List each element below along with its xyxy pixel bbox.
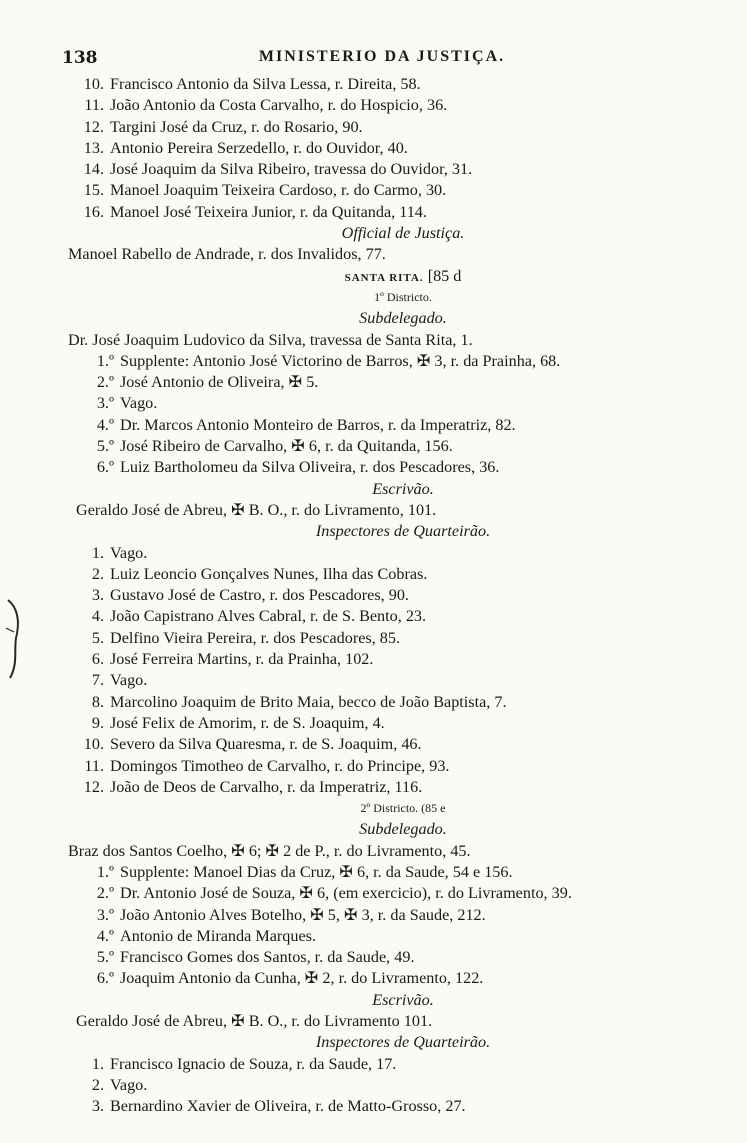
list-item — [68, 649, 738, 670]
item-text: José Felix de Amorim, r. de S. Joaquim, 4. — [110, 713, 385, 732]
item-text: Targini José da Cruz, r. do Rosario, 90. — [110, 117, 363, 136]
item-text: José Joaquim da Silva Ribeiro, travessa do Ouvidor, 31. — [110, 160, 473, 179]
item-number: 4. — [91, 607, 104, 626]
item-number: 3. — [91, 1097, 104, 1116]
section-heading: Escrivão. — [372, 479, 434, 498]
item-number: 11. — [84, 96, 104, 115]
supplentes-list — [68, 862, 738, 990]
list-item — [68, 777, 738, 798]
item-text: Supplente: Manoel Dias da Cruz, ✠ 6, r. da Saude, 54 e 156. — [120, 862, 513, 881]
item-number: 9. — [91, 713, 104, 732]
list-item — [68, 415, 738, 436]
list-item — [68, 180, 738, 201]
list-item — [68, 436, 738, 457]
parish-heading — [68, 266, 738, 287]
item-number: 14. — [83, 160, 104, 179]
list-item — [68, 968, 738, 989]
item-number: 12. — [83, 777, 104, 796]
list-item — [68, 543, 738, 564]
item-text: João Capistrano Alves Cabral, r. de S. Bento, 23. — [110, 607, 427, 626]
item-text: Francisco Gomes dos Santos, r. da Saude, 49. — [120, 948, 415, 967]
item-text: João de Deos de Carvalho, r. da Imperatriz, 116. — [110, 777, 423, 796]
page-number: 138 — [62, 48, 98, 68]
item-text: Delfino Vieira Pereira, r. dos Pescadores, 85. — [110, 628, 401, 647]
list-item — [68, 606, 738, 627]
item-text: Dr. Antonio José de Souza, ✠ 6, (em exercicio), r. do Livramento, 39. — [120, 884, 572, 903]
item-text: Dr. Marcos Antonio Monteiro de Barros, r. da Imperatriz, 82. — [120, 415, 516, 434]
item-number: 2.º — [96, 373, 114, 392]
list-item — [68, 564, 738, 585]
item-number: 2.º — [96, 884, 114, 903]
section-heading: Inspectores de Quarteirão. — [315, 522, 491, 541]
item-text: João Antonio Alves Botelho, ✠ 5, ✠ 3, r. da Saude, 212. — [120, 905, 486, 924]
list-item — [68, 372, 738, 393]
list-item — [68, 1075, 738, 1096]
supplentes-list — [68, 351, 738, 479]
list-item — [68, 692, 738, 713]
inspectores-list — [68, 543, 738, 799]
list-item — [68, 351, 738, 372]
item-number: 1. — [91, 543, 104, 562]
item-number: 6.º — [96, 458, 114, 477]
parish-title: SANTA RITA. — [344, 271, 424, 284]
item-number: 5. — [91, 628, 104, 647]
item-number: 1.º — [96, 862, 114, 881]
item-number: 4.º — [96, 415, 114, 434]
district-heading: 1º Districto. — [374, 289, 432, 304]
escrivao-entry: Geraldo José de Abreu, ✠ B. O., r. do Livramento, 101. — [76, 500, 437, 519]
item-text: Severo da Silva Quaresma, r. de S. Joaquim, 46. — [110, 735, 422, 754]
item-number: 11. — [84, 756, 104, 775]
list-item — [68, 159, 738, 180]
item-text: Bernardino Xavier de Oliveira, r. de Matto-Grosso, 27. — [110, 1097, 466, 1116]
item-text: Luiz Bartholomeu da Silva Oliveira, r. dos Pescadores, 36. — [120, 458, 500, 477]
inspectores-list — [68, 1054, 738, 1118]
list-item — [68, 734, 738, 755]
page-header — [62, 48, 702, 72]
list-item — [68, 905, 738, 926]
item-number: 1.º — [96, 351, 114, 370]
list-item — [68, 117, 738, 138]
item-text: Vago. — [120, 394, 158, 413]
list-item — [68, 628, 738, 649]
list-item — [68, 862, 738, 883]
list-item — [68, 713, 738, 734]
list-block-1 — [68, 74, 738, 223]
list-item — [68, 138, 738, 159]
list-item — [68, 947, 738, 968]
item-number: 3.º — [96, 394, 114, 413]
item-text: José Antonio de Oliveira, ✠ 5. — [120, 373, 319, 392]
item-number: 5.º — [96, 437, 114, 456]
list-item — [68, 74, 738, 95]
list-item — [68, 457, 738, 478]
item-number: 7. — [91, 671, 104, 690]
district-heading: 2º Districto. (85 e — [360, 801, 446, 816]
item-text: José Ribeiro de Carvalho, ✠ 6, r. da Quitanda, 156. — [120, 437, 453, 456]
item-text: Francisco Ignacio de Souza, r. da Saude, 17. — [110, 1054, 397, 1073]
item-number: 1. — [91, 1054, 104, 1073]
item-number: 3.º — [96, 905, 114, 924]
list-item — [68, 1096, 738, 1117]
section-heading: Official de Justiça. — [341, 224, 465, 243]
item-number: 16. — [83, 202, 104, 221]
item-number: 3. — [91, 586, 104, 605]
item-text: Manoel Joaquim Teixeira Cardoso, r. do Carmo, 30. — [110, 181, 447, 200]
section-heading: Inspectores de Quarteirão. — [315, 1033, 491, 1052]
list-item — [68, 756, 738, 777]
item-number: 10. — [83, 735, 104, 754]
item-text: João Antonio da Costa Carvalho, r. do Hospicio, 36. — [110, 96, 448, 115]
item-number: 5.º — [96, 948, 114, 967]
item-number: 4.º — [96, 926, 114, 945]
item-number: 6.º — [96, 969, 114, 988]
item-number: 2. — [91, 1075, 104, 1094]
escrivao-entry: Geraldo José de Abreu, ✠ B. O., r. do Livramento 101. — [76, 1012, 433, 1031]
list-item — [68, 393, 738, 414]
section-heading: Subdelegado. — [359, 820, 447, 839]
list-item — [68, 926, 738, 947]
item-text: Joaquim Antonio da Cunha, ✠ 2, r. do Livramento, 122. — [120, 969, 484, 988]
subdelegado-entry: Dr. José Joaquim Ludovico da Silva, travessa de Santa Rita, 1. — [68, 330, 473, 349]
list-item — [68, 202, 738, 223]
item-text: José Ferreira Martins, r. da Prainha, 102. — [110, 650, 374, 669]
item-text: Vago. — [110, 543, 148, 562]
item-text: Antonio Pereira Serzedello, r. do Ouvidor, 40. — [110, 138, 408, 157]
item-number: 6. — [91, 650, 104, 669]
item-text: Domingos Timotheo de Carvalho, r. do Principe, 93. — [110, 756, 450, 775]
item-number: 2. — [91, 564, 104, 583]
list-item — [68, 95, 738, 116]
parish-note: [85 d — [427, 266, 462, 285]
item-text: Supplente: Antonio José Victorino de Barros, ✠ 3, r. da Prainha, 68. — [120, 351, 561, 370]
item-text: Gustavo José de Castro, r. dos Pescadores, 90. — [110, 586, 409, 605]
item-text: Antonio de Miranda Marques. — [120, 926, 317, 945]
subdelegado-entry: Braz dos Santos Coelho, ✠ 6; ✠ 2 de P., r. do Livramento, 45. — [68, 841, 471, 860]
item-number: 8. — [91, 692, 104, 711]
item-text: Vago. — [110, 671, 148, 690]
section-heading: Escrivão. — [372, 990, 434, 1009]
item-number: 10. — [83, 75, 104, 93]
item-number: 15. — [83, 181, 104, 200]
item-text: Vago. — [110, 1075, 148, 1094]
running-title: MINISTERIO DA JUSTIÇA. — [258, 48, 506, 65]
item-text: Francisco Antonio da Silva Lessa, r. Direita, 58. — [110, 75, 421, 93]
list-item — [68, 1054, 738, 1075]
item-text: Manoel José Teixeira Junior, r. da Quitanda, 114. — [110, 202, 427, 221]
section-heading: Subdelegado. — [359, 309, 447, 328]
list-item — [68, 883, 738, 904]
item-text: Luiz Leoncio Gonçalves Nunes, Ilha das Cobras. — [110, 564, 428, 583]
list-item — [68, 585, 738, 606]
item-text: Marcolino Joaquim de Brito Maia, becco de João Baptista, 7. — [110, 692, 507, 711]
official-entry: Manoel Rabello de Andrade, r. dos Invalidos, 77. — [68, 245, 386, 264]
item-number: 13. — [83, 138, 104, 157]
margin-bracket-mark — [4, 598, 26, 680]
list-item — [68, 670, 738, 691]
item-number: 12. — [83, 117, 104, 136]
page-content — [68, 74, 738, 1118]
